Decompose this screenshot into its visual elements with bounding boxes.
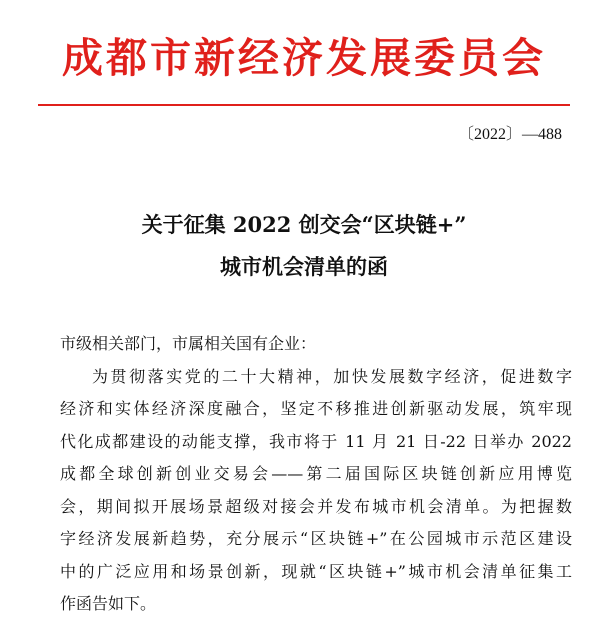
body-text-line: 为贯彻落实党的二十大精神，加快发展数字经济，促进数字 xyxy=(92,367,572,386)
body-text-line: 会，期间拟开展场景超级对接会并发布城市机会清单。为把握数 xyxy=(60,497,572,516)
salutation: 市级相关部门，市属相关国有企业： xyxy=(60,334,317,353)
body-text-line: 作函告如下。 xyxy=(60,594,157,613)
body-text-line: 字经济发展新趋势，充分展示“区块链+”在公园城市示范区建设 xyxy=(60,529,572,548)
red-separator-line xyxy=(38,104,570,106)
body-text-line: 中的广泛应用和场景创新，现就“区块链+”城市机会清单征集工 xyxy=(60,562,572,581)
organization-header: 成都市新经济发展委员会 xyxy=(62,34,546,82)
body-text-line: 经济和实体经济深度融合，坚定不移推进创新驱动发展，筑牢现 xyxy=(60,399,572,418)
body-text-line: 代化成都建设的动能支撑，我市将于 11 月 21 日-22 日举办 2022 xyxy=(60,432,572,451)
document-title-line-2: 城市机会清单的函 xyxy=(220,254,388,279)
document-number: 〔2022〕—488 xyxy=(457,126,562,143)
body-text-line: 成都全球创新创业交易会——第二届国际区块链创新应用博览 xyxy=(60,464,572,483)
document-title-line-1: 关于征集 2022 创交会“区块链+” xyxy=(141,212,467,237)
